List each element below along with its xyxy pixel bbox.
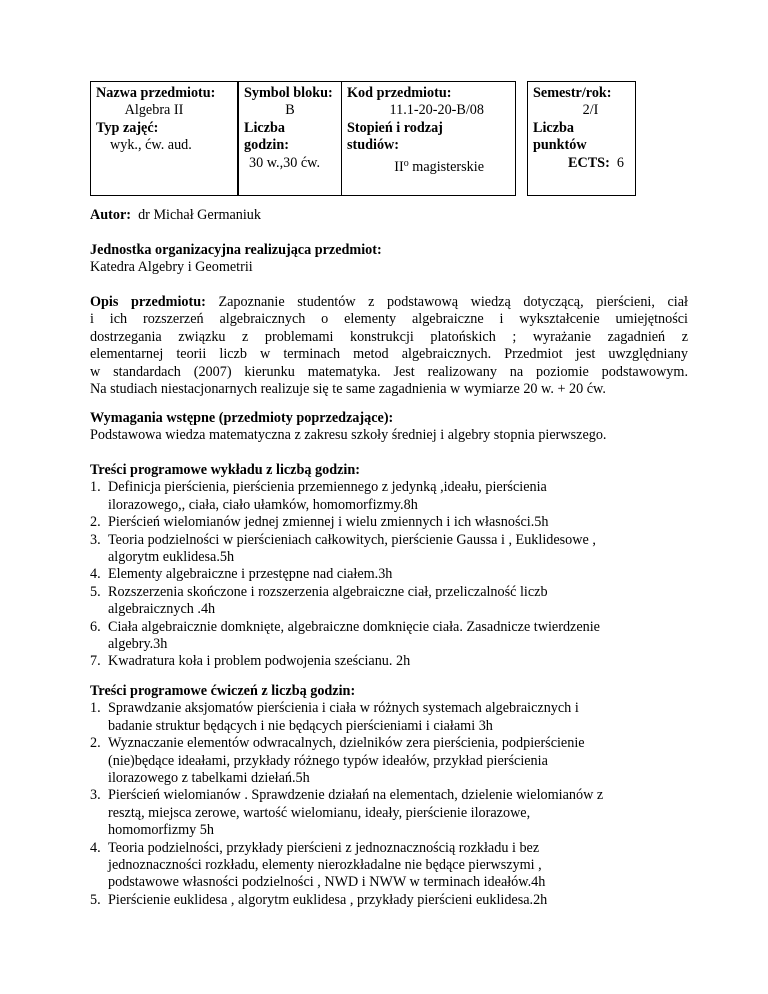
lecture-item: [90, 653, 688, 670]
lecture-item: [90, 479, 688, 514]
exercises-item-line: Sprawdzanie aksjomatów pierścienia i ciała w różnych systemach algebraicznych i: [108, 700, 579, 717]
description-label: Opis przedmiotu:: [90, 294, 206, 310]
study-level-prefix: II: [394, 158, 404, 175]
description-line-6: Na studiach niestacjonarnych realizuje się te same zagadnienia w wymiarze 20 w. + 20 ćw.: [90, 381, 606, 398]
exercises-item-line: badanie struktur będących i nie będących pierścieniami i ciałami 3h: [108, 717, 493, 734]
exercises-item-line: Wyznaczanie elementów odwracalnych, dzielników zera pierścienia, podpierścienie: [108, 735, 585, 752]
lecture-item-number: 2.: [90, 514, 101, 531]
exercises-item: [90, 700, 688, 735]
lecture-item-number: 6.: [90, 618, 101, 635]
lecture-label: Treści programowe wykładu z liczbą godzin:: [90, 462, 360, 478]
ects-label: ECTS:: [568, 154, 610, 171]
description-line-3: dostrzegania związku z problemami konstrukcji platońskich ; wyrażanie zagadnień z: [90, 328, 688, 345]
exercises-item-line: homomorfizmy 5h: [108, 822, 214, 839]
hours-label-1: Liczba: [244, 119, 285, 136]
study-level-text: magisterskie: [412, 158, 484, 175]
lecture-item-line: algebraicznych .4h: [108, 601, 216, 618]
lecture-item-line: Teoria podzielności w pierścieniach całkowitych, pierścienie Gaussa i , Euklidesowe ,: [108, 531, 596, 548]
exercises-label: Treści programowe ćwiczeń z liczbą godzin:: [90, 683, 356, 699]
exercises-item-number: 4.: [90, 839, 101, 856]
unit-section: [90, 242, 688, 277]
block-symbol-cell: [238, 81, 342, 196]
lecture-item-number: 1.: [90, 479, 101, 496]
study-level-label-2: studiów:: [347, 137, 400, 154]
exercises-item-number: 2.: [90, 735, 101, 752]
lecture-item: [90, 566, 688, 583]
exercises-item-line: jednoznaczności rozkładu, elementy nierozkładalne nie będące pierwszymi ,: [108, 857, 542, 874]
lecture-item-line: Elementy algebraiczne i przestępne nad ciałem.3h: [108, 566, 393, 583]
semester-label: Semestr/rok:: [533, 85, 612, 101]
lecture-item-line: Kwadratura koła i problem podwojenia sześcianu. 2h: [108, 653, 411, 670]
lecture-item-number: 7.: [90, 653, 101, 670]
ects-label-1: Liczba: [533, 119, 574, 136]
semester-value: 2/I: [582, 102, 599, 119]
exercises-item-line: podstawowe własności podzielności , NWD i NWW w terminach ideałów.4h: [108, 874, 546, 891]
lecture-item: [90, 514, 688, 531]
exercises-item: [90, 840, 688, 892]
author-value: dr Michał Germaniuk: [138, 207, 261, 223]
exercises-item-line: (nie)będące ideałami, przykłady różnego typów ideałów, przykład pierścienia: [108, 752, 548, 769]
description-text-1: Zapoznanie studentów z podstawową wiedzą dotyczącą, pierścieni, ciał: [218, 294, 688, 310]
lecture-item-line: Definicja pierścienia, pierścienia przemiennego z jedynką ,ideału, pierścienia: [108, 479, 547, 496]
description-line-5: w standardach (2007) kierunku matematyka. Jest realizowany na poziomie podstawowym.: [90, 363, 688, 380]
exercises-item-number: 3.: [90, 787, 101, 804]
course-name-label: Nazwa przedmiotu:: [96, 85, 216, 101]
study-level-label-1: Stopień i rodzaj: [347, 119, 443, 136]
description-line-4: elementarnej teorii liczb w terminach metod algebraicznych. Przedmiot jest uwzględniany: [90, 346, 688, 363]
course-name-value: Algebra II: [124, 102, 184, 119]
ects-row: [533, 155, 630, 172]
hours-label-2: godzin:: [244, 137, 289, 154]
lecture-item-line: algebry.3h: [108, 636, 168, 653]
exercises-item: [90, 892, 688, 909]
requirements-label: Wymagania wstępne (przedmioty poprzedzające):: [90, 410, 394, 426]
lecture-item-line: ilorazowego,, ciała, ciało ułamków, homomorfizmy.8h: [108, 496, 418, 513]
lecture-item-line: Ciała algebraicznie domknięte, algebraiczne domknięcie ciała. Zasadnicze twierdzenie: [108, 618, 600, 635]
ects-value: 6: [616, 154, 624, 171]
lecture-list: [90, 479, 688, 670]
lecture-item-number: 4.: [90, 566, 101, 583]
requirements-section: [90, 410, 688, 445]
course-code-value: 11.1-20-20-B/08: [389, 102, 484, 119]
class-type-label: Typ zajęć:: [96, 119, 159, 136]
exercises-item-line: ilorazowego z tabelkami dziełań.5h: [108, 770, 310, 787]
description-line-1: [90, 294, 688, 311]
hours-value: 30 w.,30 ćw.: [249, 154, 321, 171]
exercises-section: [90, 683, 688, 909]
unit-value: Katedra Algebry i Geometrii: [90, 259, 253, 276]
lecture-item-number: 5.: [90, 583, 101, 600]
semester-cell: [527, 81, 636, 196]
block-symbol-label: Symbol bloku:: [244, 85, 333, 101]
exercises-item-line: Pierścienie euklidesa , algorytm euklidesa , przykłady pierścieni euklidesa.2h: [108, 891, 548, 908]
exercises-item-line: Pierścień wielomianów . Sprawdzenie działań na elementach, dzielenie wielomianów z: [108, 787, 604, 804]
exercises-item-number: 5.: [90, 891, 101, 908]
requirements-value: Podstawowa wiedza matematyczna z zakresu szkoły średniej i algebry stopnia pierwszego.: [90, 427, 607, 444]
course-code-cell: [341, 81, 516, 196]
unit-label: Jednostka organizacyjna realizująca przedmiot:: [90, 242, 382, 258]
lecture-item-line: Pierścień wielomianów jednej zmiennej i wielu zmiennych i ich własności.5h: [108, 514, 549, 531]
course-name-cell: [90, 81, 238, 196]
class-type-value: wyk., ćw. aud.: [110, 137, 192, 154]
lecture-item-line: Rozszerzenia skończone i rozszerzenia algebraiczne ciał, przeliczalność liczb: [108, 583, 548, 600]
block-symbol-value: B: [285, 102, 295, 119]
lecture-item-line: algorytm euklidesa.5h: [108, 549, 235, 566]
lecture-item: [90, 532, 688, 567]
lecture-item-number: 3.: [90, 531, 101, 548]
author-section: [90, 207, 688, 224]
lecture-item: [90, 619, 688, 654]
description-line-2: i ich rozszerzeń algebraicznych o elementy algebraiczne i wykształcenie umiejętności: [90, 311, 688, 328]
study-level-sup: o: [403, 157, 409, 169]
exercises-item-line: Teoria podzielności, przykłady pierścieni z jednoznacznością rozkładu i bez: [108, 839, 540, 856]
course-code-label: Kod przedmiotu:: [347, 85, 452, 101]
exercises-item: [90, 787, 688, 839]
exercises-item-number: 1.: [90, 700, 101, 717]
author-label: Autor:: [90, 207, 131, 223]
lecture-item: [90, 584, 688, 619]
study-level-value: [347, 155, 510, 176]
description-section: [90, 294, 688, 398]
exercises-item-line: resztą, miejsca zerowe, wartość wielomianu, ideały, pierścienie ilorazowe,: [108, 804, 531, 821]
ects-label-2: punktów: [533, 137, 587, 154]
lecture-section: [90, 462, 688, 671]
exercises-item: [90, 735, 688, 787]
exercises-list: [90, 700, 688, 909]
